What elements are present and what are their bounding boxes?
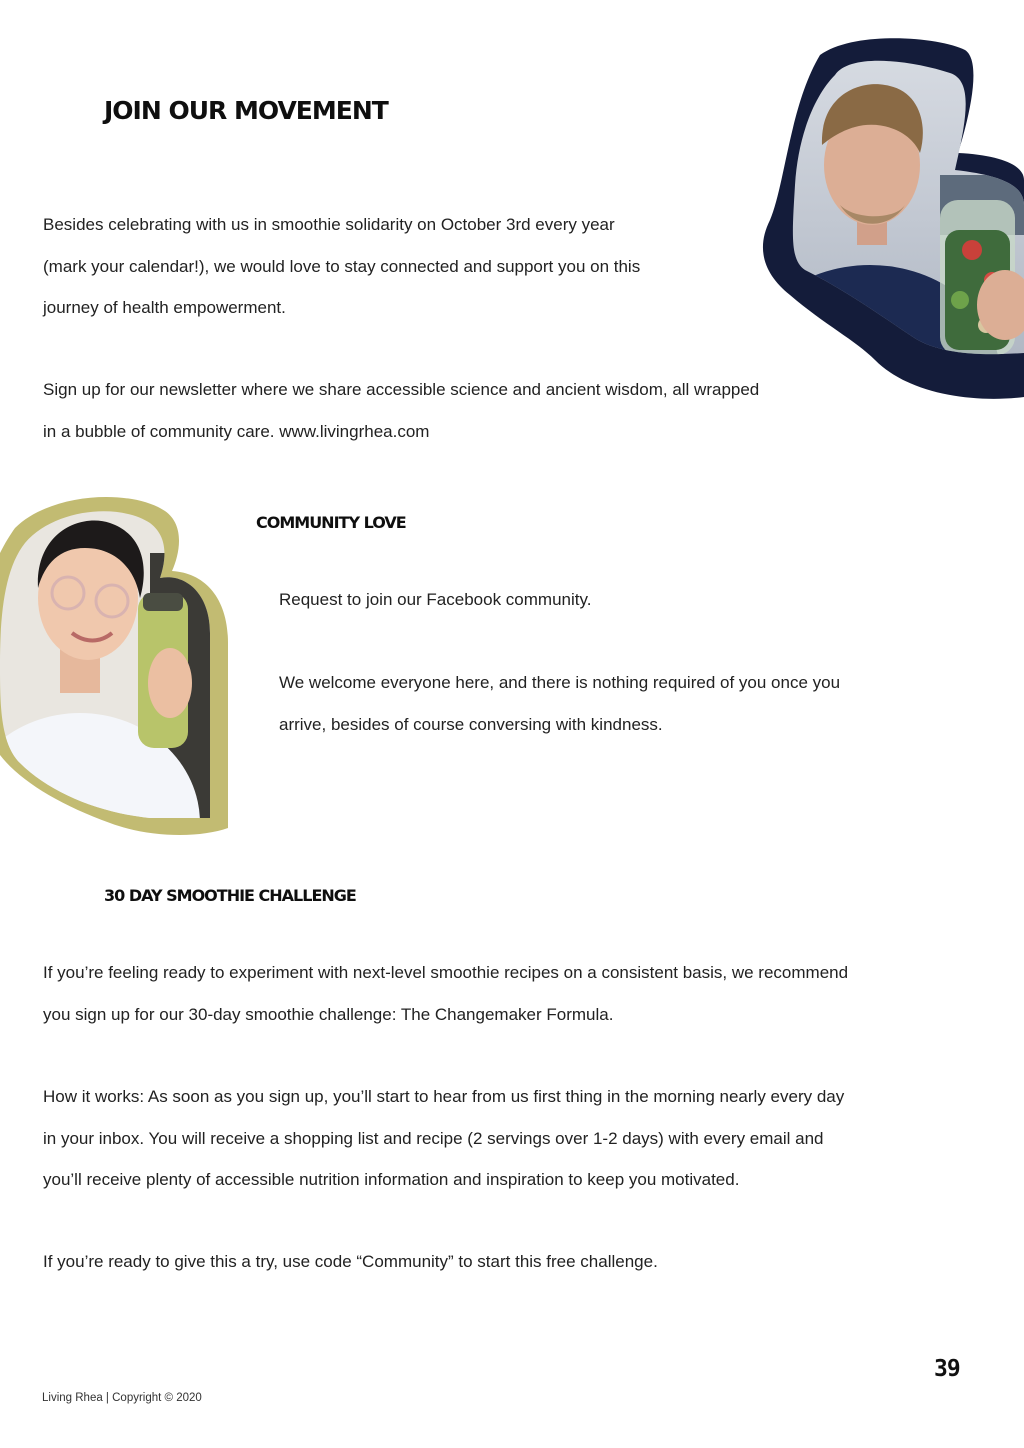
newsletter-line: Sign up for our newsletter where we share accessible science and ancient wisdom, all wrapped xyxy=(43,380,760,399)
community-line: We welcome everyone here, and there is nothing required of you once you xyxy=(279,673,841,692)
section-heading-challenge: 30 DAY SMOOTHIE CHALLENGE xyxy=(104,886,356,905)
community-paragraph xyxy=(279,662,959,745)
challenge-line: you’ll receive plenty of accessible nutrition information and inspiration to keep you motivated. xyxy=(43,1170,740,1189)
challenge-paragraph xyxy=(43,952,973,1035)
newsletter-line: in a bubble of community care. www.livingrhea.com xyxy=(43,421,430,441)
challenge-line: If you’re feeling ready to experiment with next-level smoothie recipes on a consistent basis, we recommend xyxy=(43,963,849,982)
intro-line: (mark your calendar!), we would love to stay connected and support you on this xyxy=(43,256,641,276)
section-heading-join: JOIN OUR MOVEMENT xyxy=(104,96,388,125)
challenge-line: How it works: As soon as you sign up, you’ll start to hear from us first thing in the morning nearly every day xyxy=(43,1087,845,1106)
section-heading-community: COMMUNITY LOVE xyxy=(256,513,406,532)
challenge-line: in your inbox. You will receive a shopping list and recipe (2 servings over 1-2 days) with every email and xyxy=(43,1128,824,1148)
intro-paragraph xyxy=(43,204,743,329)
community-paragraph: Request to join our Facebook community. xyxy=(279,590,592,609)
challenge-paragraph: If you’re ready to give this a try, use code “Community” to start this free challenge. xyxy=(43,1252,658,1271)
page-number: 39 xyxy=(934,1356,960,1382)
newsletter-paragraph xyxy=(43,369,863,452)
challenge-line: you sign up for our 30-day smoothie challenge: The Changemaker Formula. xyxy=(43,1004,614,1024)
woman-with-smoothie-photo xyxy=(0,493,232,839)
community-line: arrive, besides of course conversing with kindness. xyxy=(279,714,663,734)
man-with-smoothie-photo xyxy=(760,35,1024,405)
intro-line: journey of health empowerment. xyxy=(43,298,286,317)
footer-copyright: Living Rhea | Copyright © 2020 xyxy=(42,1392,202,1404)
intro-line: Besides celebrating with us in smoothie solidarity on October 3rd every year xyxy=(43,215,615,234)
challenge-paragraph xyxy=(43,1076,973,1201)
